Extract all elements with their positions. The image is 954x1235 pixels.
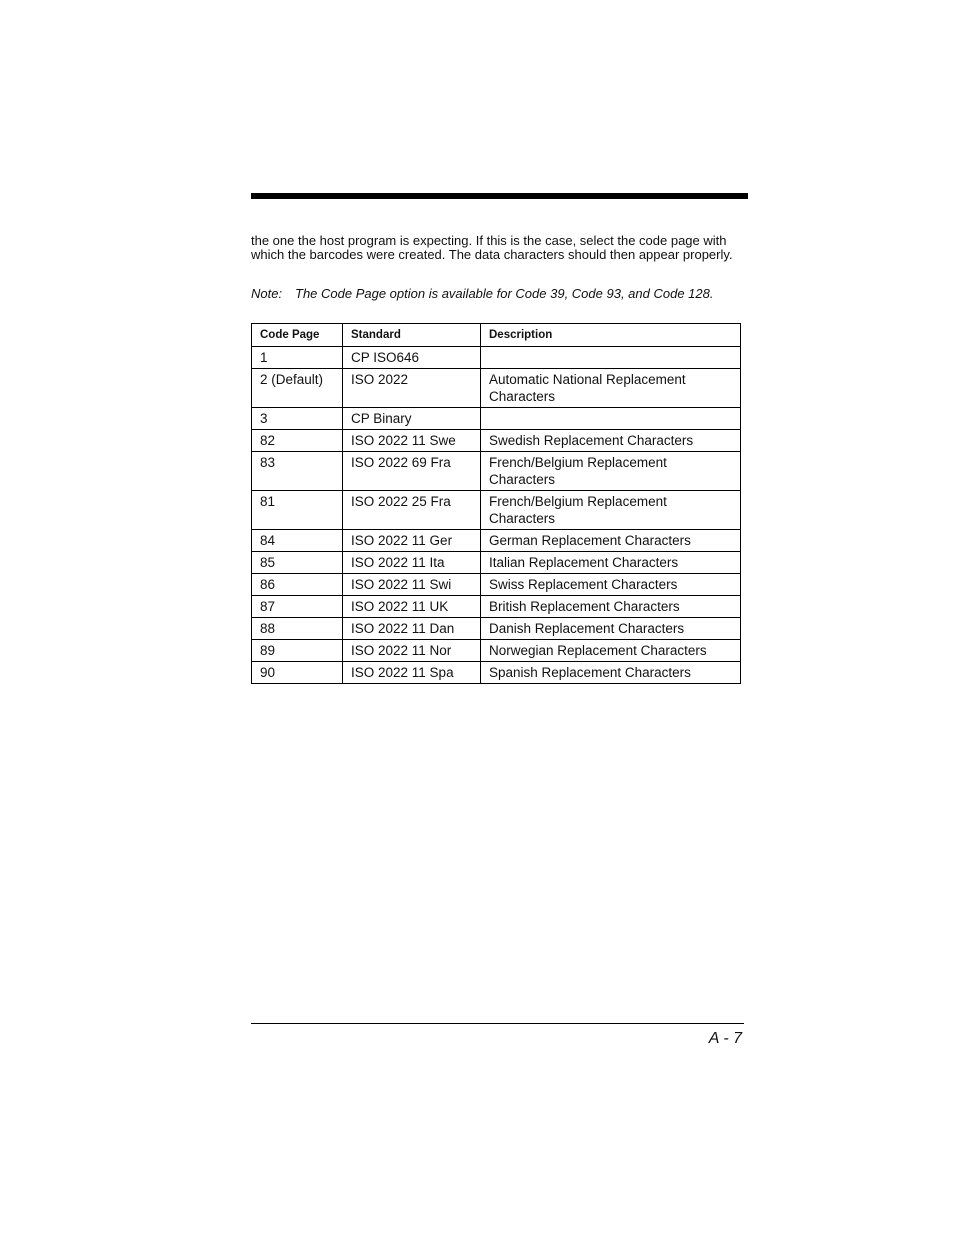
cell-standard: ISO 2022 11 Ger bbox=[343, 530, 481, 552]
cell-standard: ISO 2022 bbox=[343, 369, 481, 408]
cell-standard: ISO 2022 11 Spa bbox=[343, 662, 481, 684]
cell-description: Norwegian Replacement Characters bbox=[481, 640, 741, 662]
table-row bbox=[252, 530, 741, 552]
cell-description: Italian Replacement Characters bbox=[481, 552, 741, 574]
cell-standard: ISO 2022 11 Swe bbox=[343, 430, 481, 452]
cell-code-page: 86 bbox=[252, 574, 343, 596]
table-row bbox=[252, 408, 741, 430]
table-row bbox=[252, 430, 741, 452]
cell-description: Swedish Replacement Characters bbox=[481, 430, 741, 452]
cell-code-page: 90 bbox=[252, 662, 343, 684]
table-row bbox=[252, 347, 741, 369]
cell-code-page: 1 bbox=[252, 347, 343, 369]
cell-code-page: 85 bbox=[252, 552, 343, 574]
note bbox=[251, 286, 751, 301]
cell-description: Automatic National Replacement Characters bbox=[481, 369, 741, 408]
code-page-table bbox=[251, 323, 741, 684]
note-text: The Code Page option is available for Code 39, Code 93, and Code 128. bbox=[295, 286, 714, 301]
cell-description: British Replacement Characters bbox=[481, 596, 741, 618]
table-row bbox=[252, 452, 741, 491]
header-description: Description bbox=[481, 324, 741, 347]
cell-standard: ISO 2022 25 Fra bbox=[343, 491, 481, 530]
intro-paragraph: the one the host program is expecting. If this is the case, select the code page with which the barcodes were created. The data characters should then appear properly. bbox=[251, 233, 733, 262]
table-row bbox=[252, 369, 741, 408]
cell-code-page: 3 bbox=[252, 408, 343, 430]
header-rule bbox=[251, 193, 748, 199]
footer-rule bbox=[251, 1023, 744, 1024]
table-row bbox=[252, 552, 741, 574]
cell-code-page: 87 bbox=[252, 596, 343, 618]
cell-standard: CP Binary bbox=[343, 408, 481, 430]
cell-description: German Replacement Characters bbox=[481, 530, 741, 552]
table-row bbox=[252, 662, 741, 684]
table-header-row bbox=[252, 324, 741, 347]
cell-description bbox=[481, 408, 741, 430]
cell-description: Swiss Replacement Characters bbox=[481, 574, 741, 596]
cell-description: Danish Replacement Characters bbox=[481, 618, 741, 640]
header-code-page: Code Page bbox=[252, 324, 343, 347]
page-number: A - 7 bbox=[708, 1030, 742, 1047]
table-row bbox=[252, 574, 741, 596]
cell-standard: ISO 2022 69 Fra bbox=[343, 452, 481, 491]
cell-description bbox=[481, 347, 741, 369]
cell-code-page: 81 bbox=[252, 491, 343, 530]
note-label: Note: bbox=[251, 286, 283, 301]
cell-code-page: 2 (Default) bbox=[252, 369, 343, 408]
cell-standard: ISO 2022 11 Swi bbox=[343, 574, 481, 596]
cell-code-page: 82 bbox=[252, 430, 343, 452]
cell-standard: ISO 2022 11 Nor bbox=[343, 640, 481, 662]
table-row bbox=[252, 491, 741, 530]
table-row bbox=[252, 596, 741, 618]
cell-standard: ISO 2022 11 UK bbox=[343, 596, 481, 618]
cell-code-page: 89 bbox=[252, 640, 343, 662]
table-row bbox=[252, 618, 741, 640]
cell-standard: ISO 2022 11 Dan bbox=[343, 618, 481, 640]
cell-description: French/Belgium Replacement Characters bbox=[481, 491, 741, 530]
cell-standard: ISO 2022 11 Ita bbox=[343, 552, 481, 574]
cell-description: French/Belgium Replacement Characters bbox=[481, 452, 741, 491]
cell-code-page: 88 bbox=[252, 618, 343, 640]
cell-standard: CP ISO646 bbox=[343, 347, 481, 369]
cell-description: Spanish Replacement Characters bbox=[481, 662, 741, 684]
table-row bbox=[252, 640, 741, 662]
cell-code-page: 83 bbox=[252, 452, 343, 491]
cell-code-page: 84 bbox=[252, 530, 343, 552]
header-standard: Standard bbox=[343, 324, 481, 347]
